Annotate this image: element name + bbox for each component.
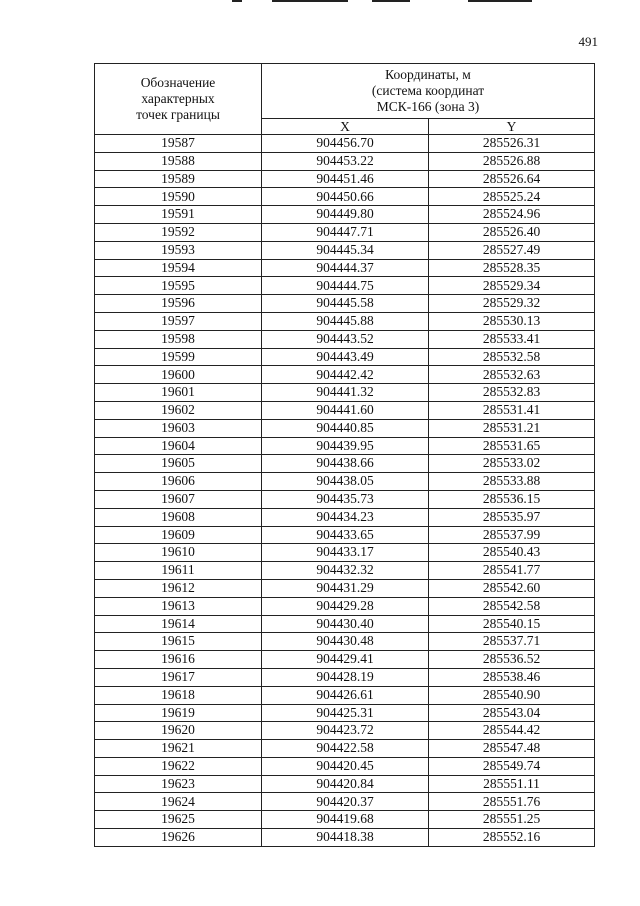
point-id-cell: 19587 xyxy=(95,135,262,153)
point-id-cell: 19623 xyxy=(95,775,262,793)
table-row xyxy=(95,277,595,295)
y-coordinate-cell: 285537.71 xyxy=(429,633,595,651)
point-id-cell: 19592 xyxy=(95,223,262,241)
y-coordinate-cell: 285527.49 xyxy=(429,241,595,259)
x-coordinate-cell: 904435.73 xyxy=(262,490,429,508)
table-row xyxy=(95,651,595,669)
x-coordinate-cell: 904429.41 xyxy=(262,651,429,669)
point-id-cell: 19602 xyxy=(95,401,262,419)
coords-title-line: МСК-166 (зона 3) xyxy=(376,99,480,114)
table-row xyxy=(95,437,595,455)
point-id-cell: 19589 xyxy=(95,170,262,188)
table-row xyxy=(95,757,595,775)
x-column-header: X xyxy=(262,119,429,135)
y-coordinate-cell: 285551.76 xyxy=(429,793,595,811)
table-row xyxy=(95,686,595,704)
point-id-cell: 19600 xyxy=(95,366,262,384)
point-id-cell: 19621 xyxy=(95,740,262,758)
x-coordinate-cell: 904430.40 xyxy=(262,615,429,633)
y-coordinate-cell: 285540.15 xyxy=(429,615,595,633)
x-coordinate-cell: 904439.95 xyxy=(262,437,429,455)
table-row xyxy=(95,401,595,419)
table-row xyxy=(95,633,595,651)
x-coordinate-cell: 904420.84 xyxy=(262,775,429,793)
x-coordinate-cell: 904443.52 xyxy=(262,330,429,348)
y-coordinate-cell: 285529.32 xyxy=(429,295,595,313)
x-coordinate-cell: 904445.58 xyxy=(262,295,429,313)
point-id-cell: 19611 xyxy=(95,562,262,580)
point-id-cell: 19598 xyxy=(95,330,262,348)
y-coordinate-cell: 285528.35 xyxy=(429,259,595,277)
y-coordinate-cell: 285538.46 xyxy=(429,668,595,686)
table-row xyxy=(95,419,595,437)
edge-mark xyxy=(372,0,410,2)
x-coordinate-cell: 904433.17 xyxy=(262,544,429,562)
y-coordinate-cell: 285543.04 xyxy=(429,704,595,722)
y-coordinate-cell: 285530.13 xyxy=(429,312,595,330)
point-label-line: характерных xyxy=(141,91,215,106)
y-coordinate-cell: 285544.42 xyxy=(429,722,595,740)
point-id-cell: 19619 xyxy=(95,704,262,722)
table-row xyxy=(95,366,595,384)
y-coordinate-cell: 285551.11 xyxy=(429,775,595,793)
point-id-cell: 19604 xyxy=(95,437,262,455)
point-id-cell: 19625 xyxy=(95,811,262,829)
y-coordinate-cell: 285542.58 xyxy=(429,597,595,615)
point-id-cell: 19609 xyxy=(95,526,262,544)
x-coordinate-cell: 904438.66 xyxy=(262,455,429,473)
point-id-cell: 19593 xyxy=(95,241,262,259)
y-column-header: Y xyxy=(429,119,595,135)
y-coordinate-cell: 285540.90 xyxy=(429,686,595,704)
y-coordinate-cell: 285547.48 xyxy=(429,740,595,758)
point-label-line: точек границы xyxy=(136,107,220,122)
x-coordinate-cell: 904447.71 xyxy=(262,223,429,241)
point-id-cell: 19615 xyxy=(95,633,262,651)
edge-mark xyxy=(232,0,242,2)
table-row xyxy=(95,562,595,580)
y-coordinate-cell: 285526.31 xyxy=(429,135,595,153)
x-coordinate-cell: 904445.34 xyxy=(262,241,429,259)
y-coordinate-cell: 285526.88 xyxy=(429,152,595,170)
y-coordinate-cell: 285532.83 xyxy=(429,384,595,402)
point-id-cell: 19616 xyxy=(95,651,262,669)
table-row xyxy=(95,473,595,491)
y-coordinate-cell: 285526.40 xyxy=(429,223,595,241)
y-coordinate-cell: 285552.16 xyxy=(429,829,595,847)
table-row xyxy=(95,152,595,170)
table-row xyxy=(95,455,595,473)
point-id-cell: 19607 xyxy=(95,490,262,508)
x-coordinate-cell: 904419.68 xyxy=(262,811,429,829)
y-coordinate-cell: 285531.41 xyxy=(429,401,595,419)
table-row xyxy=(95,330,595,348)
y-coordinate-cell: 285536.15 xyxy=(429,490,595,508)
table-row xyxy=(95,295,595,313)
table-row xyxy=(95,241,595,259)
x-coordinate-cell: 904422.58 xyxy=(262,740,429,758)
table-row xyxy=(95,668,595,686)
x-coordinate-cell: 904432.32 xyxy=(262,562,429,580)
y-coordinate-cell: 285551.25 xyxy=(429,811,595,829)
point-id-cell: 19608 xyxy=(95,508,262,526)
coordinates-table xyxy=(94,63,595,847)
table-row xyxy=(95,526,595,544)
y-coordinate-cell: 285541.77 xyxy=(429,562,595,580)
point-id-cell: 19596 xyxy=(95,295,262,313)
point-id-cell: 19613 xyxy=(95,597,262,615)
point-id-cell: 19599 xyxy=(95,348,262,366)
x-coordinate-cell: 904445.88 xyxy=(262,312,429,330)
table-row xyxy=(95,170,595,188)
x-coordinate-cell: 904440.85 xyxy=(262,419,429,437)
x-coordinate-cell: 904425.31 xyxy=(262,704,429,722)
coords-title-line: Координаты, м xyxy=(385,67,471,82)
point-id-cell: 19617 xyxy=(95,668,262,686)
table-row xyxy=(95,811,595,829)
point-id-cell: 19601 xyxy=(95,384,262,402)
table-row xyxy=(95,544,595,562)
point-id-cell: 19605 xyxy=(95,455,262,473)
x-coordinate-cell: 904443.49 xyxy=(262,348,429,366)
edge-mark xyxy=(468,0,532,2)
y-coordinate-cell: 285536.52 xyxy=(429,651,595,669)
table-row xyxy=(95,135,595,153)
point-label-header xyxy=(95,64,262,135)
y-coordinate-cell: 285542.60 xyxy=(429,579,595,597)
table-body xyxy=(95,135,595,847)
table-row xyxy=(95,259,595,277)
x-coordinate-cell: 904444.37 xyxy=(262,259,429,277)
table-row xyxy=(95,740,595,758)
table-row xyxy=(95,704,595,722)
x-coordinate-cell: 904434.23 xyxy=(262,508,429,526)
point-label-line: Обозначение xyxy=(140,75,216,90)
x-coordinate-cell: 904456.70 xyxy=(262,135,429,153)
y-coordinate-cell: 285533.88 xyxy=(429,473,595,491)
coords-group-header xyxy=(262,64,595,119)
table-row xyxy=(95,508,595,526)
x-coordinate-cell: 904420.37 xyxy=(262,793,429,811)
y-coordinate-cell: 285532.58 xyxy=(429,348,595,366)
y-coordinate-cell: 285529.34 xyxy=(429,277,595,295)
y-coordinate-cell: 285525.24 xyxy=(429,188,595,206)
point-id-cell: 19594 xyxy=(95,259,262,277)
y-coordinate-cell: 285524.96 xyxy=(429,206,595,224)
x-coordinate-cell: 904449.80 xyxy=(262,206,429,224)
table-row xyxy=(95,348,595,366)
x-coordinate-cell: 904438.05 xyxy=(262,473,429,491)
y-coordinate-cell: 285549.74 xyxy=(429,757,595,775)
x-coordinate-cell: 904450.66 xyxy=(262,188,429,206)
x-coordinate-cell: 904426.61 xyxy=(262,686,429,704)
x-coordinate-cell: 904423.72 xyxy=(262,722,429,740)
point-id-cell: 19591 xyxy=(95,206,262,224)
point-id-cell: 19606 xyxy=(95,473,262,491)
point-id-cell: 19624 xyxy=(95,793,262,811)
table-row xyxy=(95,597,595,615)
y-coordinate-cell: 285533.02 xyxy=(429,455,595,473)
table-row xyxy=(95,615,595,633)
x-coordinate-cell: 904442.42 xyxy=(262,366,429,384)
y-coordinate-cell: 285537.99 xyxy=(429,526,595,544)
x-coordinate-cell: 904453.22 xyxy=(262,152,429,170)
page-number: 491 xyxy=(578,34,598,49)
y-coordinate-cell: 285531.21 xyxy=(429,419,595,437)
x-coordinate-cell: 904433.65 xyxy=(262,526,429,544)
point-id-cell: 19590 xyxy=(95,188,262,206)
point-id-cell: 19622 xyxy=(95,757,262,775)
y-coordinate-cell: 285533.41 xyxy=(429,330,595,348)
x-coordinate-cell: 904428.19 xyxy=(262,668,429,686)
point-id-cell: 19595 xyxy=(95,277,262,295)
table-row xyxy=(95,793,595,811)
x-coordinate-cell: 904420.45 xyxy=(262,757,429,775)
x-coordinate-cell: 904444.75 xyxy=(262,277,429,295)
point-id-cell: 19620 xyxy=(95,722,262,740)
x-coordinate-cell: 904451.46 xyxy=(262,170,429,188)
table-row xyxy=(95,188,595,206)
coords-title-line: (система координат xyxy=(371,83,485,98)
table-row xyxy=(95,829,595,847)
table-row xyxy=(95,775,595,793)
table-row xyxy=(95,206,595,224)
point-id-cell: 19612 xyxy=(95,579,262,597)
y-coordinate-cell: 285532.63 xyxy=(429,366,595,384)
y-coordinate-cell: 285535.97 xyxy=(429,508,595,526)
y-coordinate-cell: 285526.64 xyxy=(429,170,595,188)
table-header xyxy=(95,64,595,135)
y-coordinate-cell: 285531.65 xyxy=(429,437,595,455)
top-edge-marks xyxy=(0,0,640,4)
point-id-cell: 19597 xyxy=(95,312,262,330)
table-row xyxy=(95,384,595,402)
x-coordinate-cell: 904431.29 xyxy=(262,579,429,597)
edge-mark xyxy=(272,0,348,2)
point-id-cell: 19626 xyxy=(95,829,262,847)
table-row xyxy=(95,490,595,508)
table-row xyxy=(95,722,595,740)
x-coordinate-cell: 904441.60 xyxy=(262,401,429,419)
x-coordinate-cell: 904429.28 xyxy=(262,597,429,615)
y-coordinate-cell: 285540.43 xyxy=(429,544,595,562)
table-row xyxy=(95,312,595,330)
table-row xyxy=(95,579,595,597)
x-coordinate-cell: 904418.38 xyxy=(262,829,429,847)
point-id-cell: 19588 xyxy=(95,152,262,170)
x-coordinate-cell: 904430.48 xyxy=(262,633,429,651)
point-id-cell: 19603 xyxy=(95,419,262,437)
point-id-cell: 19610 xyxy=(95,544,262,562)
x-coordinate-cell: 904441.32 xyxy=(262,384,429,402)
point-id-cell: 19618 xyxy=(95,686,262,704)
table-row xyxy=(95,223,595,241)
point-id-cell: 19614 xyxy=(95,615,262,633)
